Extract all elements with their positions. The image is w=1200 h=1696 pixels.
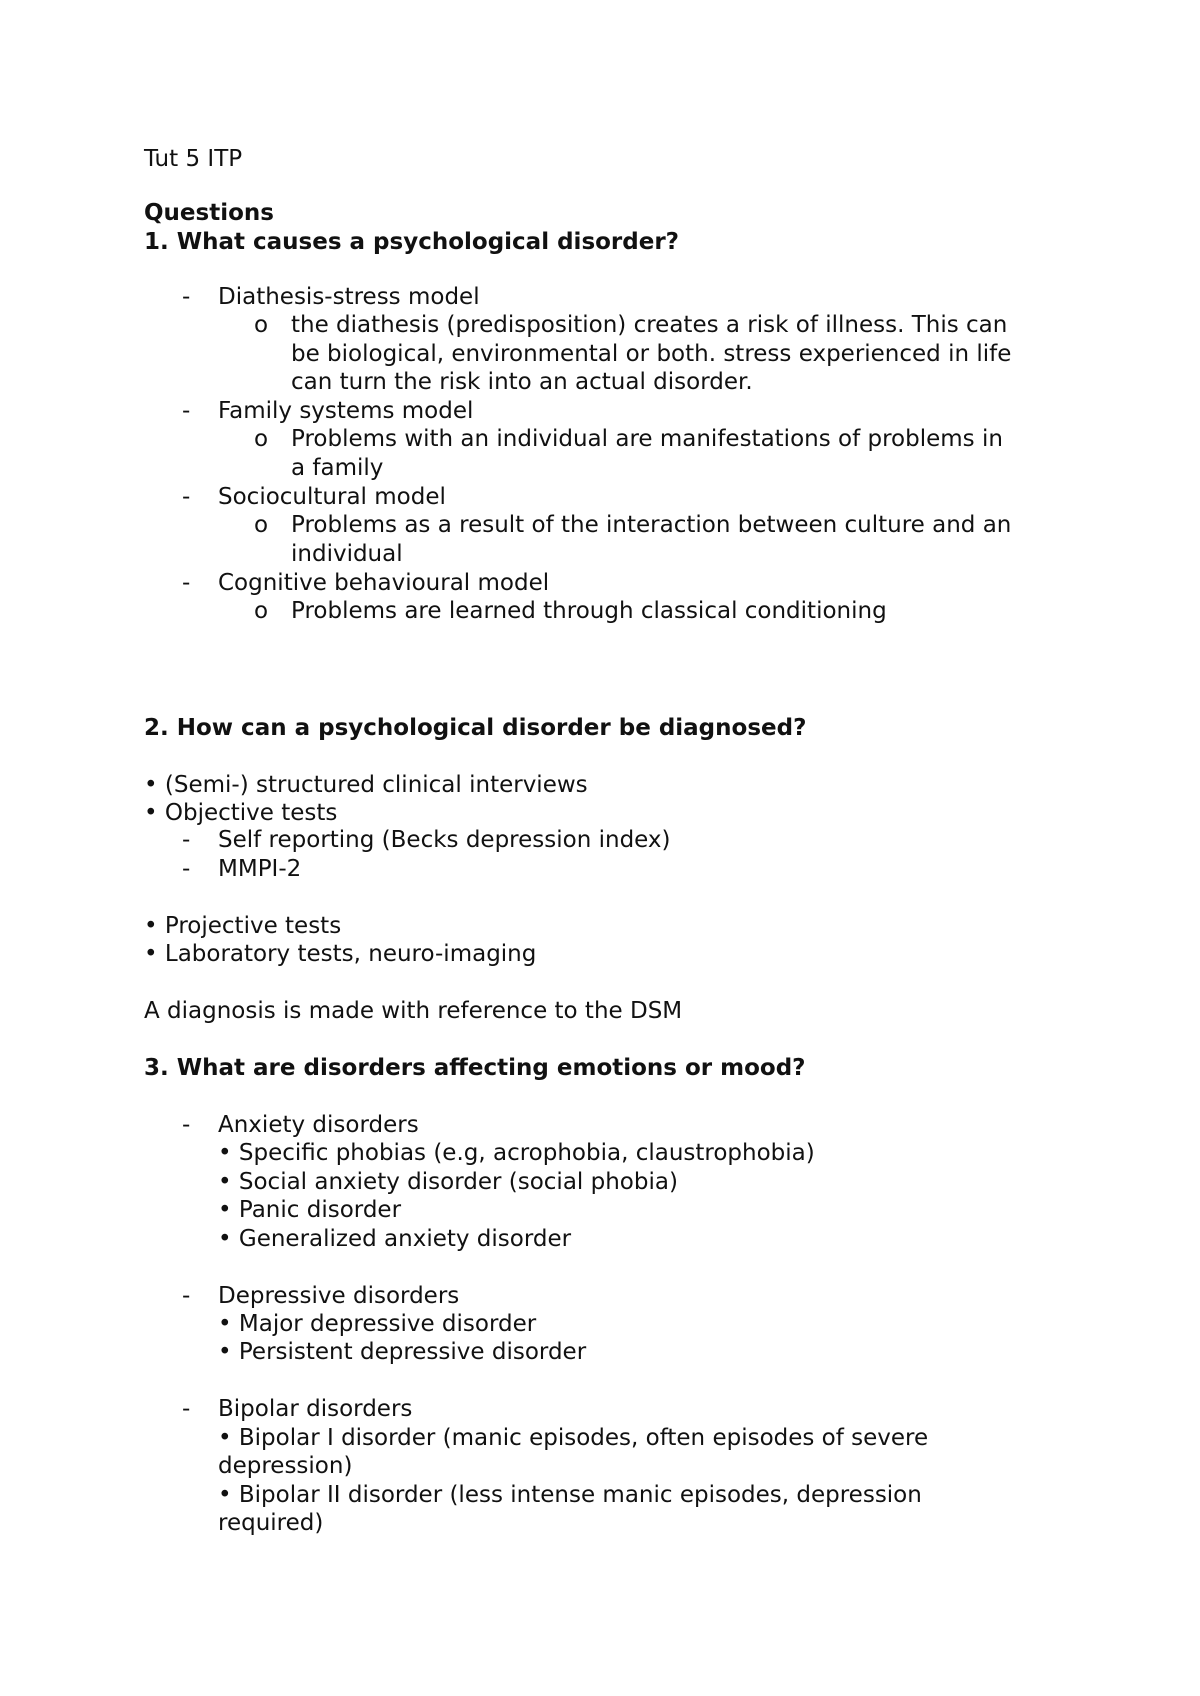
questions-label: Questions [144, 200, 274, 226]
circle-bullet: o [254, 312, 269, 338]
model-detail: Problems with an individual are manifestations of problems in [291, 426, 1003, 452]
group-item: • Bipolar I disorder (manic episodes, often episodes of severe [218, 1425, 929, 1451]
model-detail: be biological, environmental or both. stress experienced in life [291, 341, 1012, 367]
group-item: • Bipolar II disorder (less intense manic episodes, depression [218, 1482, 922, 1508]
circle-bullet: o [254, 426, 269, 452]
group-item: • Persistent depressive disorder [218, 1339, 587, 1365]
dash-bullet: - [182, 1396, 191, 1422]
group-name: Anxiety disorders [218, 1112, 419, 1138]
model-detail: individual [291, 541, 403, 567]
model-detail: the diathesis (predisposition) creates a risk of illness. This can [291, 312, 1008, 338]
group-item: • Social anxiety disorder (social phobia) [218, 1169, 678, 1195]
dash-bullet: - [182, 827, 191, 853]
model-name: Diathesis-stress model [218, 284, 480, 310]
group-item: • Generalized anxiety disorder [218, 1226, 572, 1252]
dash-bullet: - [182, 484, 191, 510]
sub-item: MMPI-2 [218, 856, 302, 882]
document-title: Tut 5 ITP [144, 146, 243, 172]
model-name: Sociocultural model [218, 484, 446, 510]
model-name: Family systems model [218, 398, 474, 424]
circle-bullet: o [254, 512, 269, 538]
dash-bullet: - [182, 1283, 191, 1309]
question-3-heading: 3. What are disorders affecting emotions or mood? [144, 1055, 806, 1081]
bullet-item: • Projective tests [144, 913, 342, 939]
dash-bullet: - [182, 1112, 191, 1138]
dash-bullet: - [182, 856, 191, 882]
model-detail: can turn the risk into an actual disorder. [291, 369, 753, 395]
group-name: Depressive disorders [218, 1283, 460, 1309]
group-name: Bipolar disorders [218, 1396, 413, 1422]
group-item: required) [218, 1510, 324, 1536]
model-detail: a family [291, 455, 384, 481]
group-item: • Specific phobias (e.g, acrophobia, claustrophobia) [218, 1140, 815, 1166]
group-item: • Major depressive disorder [218, 1311, 537, 1337]
model-detail: Problems as a result of the interaction between culture and an [291, 512, 1012, 538]
model-detail: Problems are learned through classical conditioning [291, 598, 887, 624]
model-name: Cognitive behavioural model [218, 570, 550, 596]
conclusion-text: A diagnosis is made with reference to the DSM [144, 998, 683, 1024]
bullet-item: • Laboratory tests, neuro-imaging [144, 941, 537, 967]
bullet-item: • Objective tests [144, 800, 338, 826]
group-item: depression) [218, 1453, 353, 1479]
sub-item: Self reporting (Becks depression index) [218, 827, 671, 853]
circle-bullet: o [254, 598, 269, 624]
bullet-item: • (Semi-) structured clinical interviews [144, 772, 588, 798]
dash-bullet: - [182, 398, 191, 424]
group-item: • Panic disorder [218, 1197, 402, 1223]
question-1-heading: 1. What causes a psychological disorder? [144, 229, 680, 255]
question-2-heading: 2. How can a psychological disorder be diagnosed? [144, 715, 807, 741]
dash-bullet: - [182, 284, 191, 310]
dash-bullet: - [182, 570, 191, 596]
